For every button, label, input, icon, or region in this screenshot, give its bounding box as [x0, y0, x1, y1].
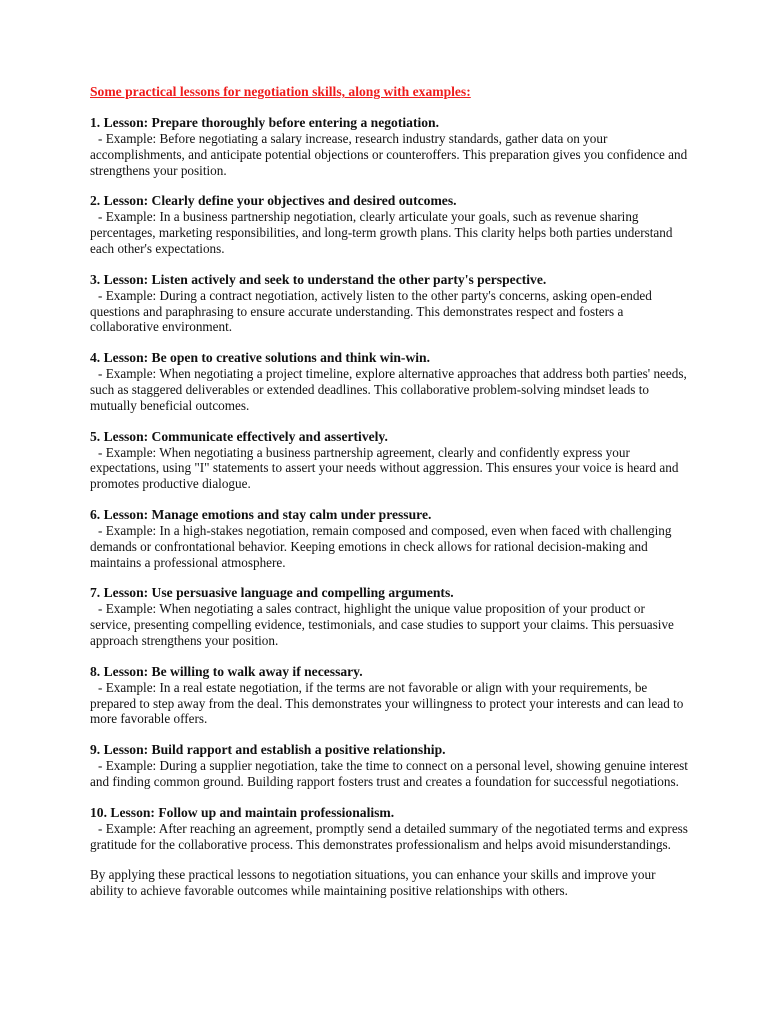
lesson-heading: 6. Lesson: Manage emotions and stay calm under pressure. [90, 506, 432, 522]
lesson-item [90, 350, 688, 413]
lesson-item [90, 272, 688, 335]
lesson-heading: 1. Lesson: Prepare thoroughly before entering a negotiation. [90, 115, 440, 130]
lesson-heading: 7. Lesson: Use persuasive language and compelling arguments. [90, 585, 454, 601]
conclusion-paragraph: By applying these practical lessons to negotiation situations, you can enhance your skills and improve your ability to achieve favorable outcomes while maintaining positive relationships with others. [90, 867, 656, 899]
document-title: Some practical lessons for negotiation skills, along with examples: [90, 84, 471, 99]
lesson-item [90, 115, 688, 178]
lesson-heading: 10. Lesson: Follow up and maintain professionalism. [90, 804, 395, 820]
lesson-example: - Example: During a contract negotiation, actively listen to the other party's concerns, asking open-ended questions and paraphrasing to ensure accurate understanding. This demonstrates respect and fosters a collaborative environment. [90, 287, 652, 335]
lesson-item [90, 507, 688, 570]
lesson-item [90, 805, 688, 853]
lesson-example: - Example: In a high-stakes negotiation, remain composed and composed, even when faced with challenging demands or confrontational behavior. Keeping emotions in check allows for rational decision-making and maintains a professional atmosphere. [90, 522, 672, 570]
lesson-example: - Example: In a business partnership negotiation, clearly articulate your goals, such as revenue sharing percentages, marketing responsibilities, and long-term growth plans. This clarity helps both parties understand each other's expectations. [90, 209, 673, 256]
lesson-heading: 8. Lesson: Be willing to walk away if necessary. [90, 663, 363, 679]
lesson-item [90, 193, 688, 256]
lesson-heading: 2. Lesson: Clearly define your objectives and desired outcomes. [90, 193, 457, 209]
lesson-example: - Example: When negotiating a sales contract, highlight the unique value proposition of your product or service, presenting compelling evidence, testimonials, and case studies to support your claims. This persuasive approach strengthens your position. [90, 601, 674, 648]
lesson-example: - Example: Before negotiating a salary increase, research industry standards, gather data on your accomplishments, and anticipate potential objections or counteroffers. This preparation gives you confidence and strengthens your position. [90, 131, 688, 178]
lesson-example: - Example: When negotiating a project timeline, explore alternative approaches that address both parties' needs, such as staggered deliverables or extended deadlines. This collaborative problem-solving mindset leads to mutually beneficial outcomes. [90, 366, 687, 413]
lesson-example: - Example: When negotiating a business partnership agreement, clearly and confidently express your expectations, using "I" statements to assert your needs without aggression. This ensures your voice is heard and promotes productive dialogue. [90, 444, 679, 492]
lesson-item [90, 742, 688, 790]
lesson-heading: 4. Lesson: Be open to creative solutions and think win-win. [90, 350, 431, 366]
lesson-heading: 9. Lesson: Build rapport and establish a positive relationship. [90, 742, 446, 758]
lesson-item [90, 429, 688, 492]
lesson-example: - Example: After reaching an agreement, promptly send a detailed summary of the negotiated terms and express gratitude for the collaborative process. This demonstrates professionalism and helps avoid misunderstandings. [90, 820, 688, 852]
lesson-heading: 5. Lesson: Communicate effectively and assertively. [90, 428, 388, 444]
lesson-heading: 3. Lesson: Listen actively and seek to understand the other party's perspective. [90, 271, 547, 287]
lesson-item [90, 585, 688, 648]
lesson-example: - Example: During a supplier negotiation, take the time to connect on a personal level, showing genuine interest and finding common ground. Building rapport fosters trust and creates a foundation for successful negotiations. [90, 758, 688, 789]
lesson-example: - Example: In a real estate negotiation, if the terms are not favorable or align with your requirements, be prepared to step away from the deal. This demonstrates your willingness to protect your interests and can lead to more favorable offers. [90, 679, 684, 727]
lesson-item [90, 664, 688, 727]
